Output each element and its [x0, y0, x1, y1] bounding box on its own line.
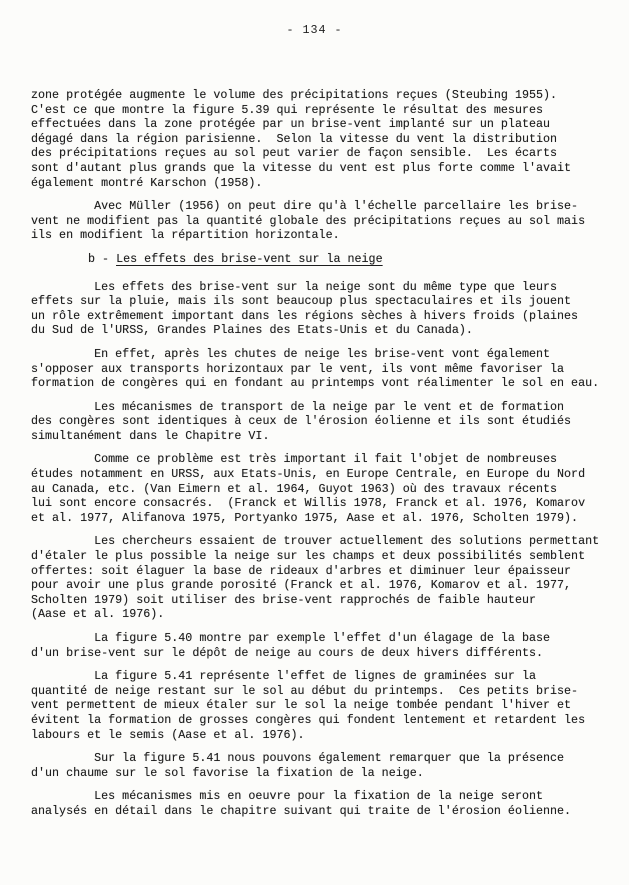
text-line: quantité de neige restant sur le sol au début du printemps. Ces petits brise- [31, 683, 579, 698]
text-line: lui sont encore consacrés. (Franck et Willis 1978, Franck et al. 1976, Komarov [31, 496, 586, 511]
text-line: En effet, après les chutes de neige les brise-vent vont également [31, 346, 551, 361]
paragraph-figure-5-41 [31, 669, 609, 742]
text-line: analysés en détail dans le chapitre suivant qui traite de l'érosion éolienne. [31, 803, 572, 818]
text-line: simultanément dans le Chapitre VI. [31, 428, 270, 443]
text-line: labours et le semis (Aase et al. 1976). [31, 727, 305, 742]
text-line: des précipitations reçues au sol peut varier de façon sensible. Les écarts [31, 146, 558, 161]
text-line: études notamment en URSS, aux Etats-Unis, en Europe Centrale, en Europe du Nord [31, 467, 586, 482]
text-line: offertes: soit élaguer la base de rideaux d'arbres et diminuer leur épaisseur [31, 563, 572, 578]
section-heading-title: Les effets des brise-vent sur la neige [116, 251, 383, 266]
text-line: Sur la figure 5.41 nous pouvons également remarquer que la présence [31, 751, 565, 766]
section-heading-prefix: b - [88, 251, 117, 266]
text-line: Avec Müller (1956) on peut dire qu'à l'échelle parcellaire les brise- [31, 199, 579, 214]
page-body [0, 37, 629, 819]
paragraph-effets-neige [31, 280, 609, 338]
text-line: La figure 5.41 représente l'effet de lignes de graminées sur la [31, 669, 536, 684]
paragraph-intro-zone-protegee [31, 88, 609, 190]
text-line: Comme ce problème est très important il fait l'objet de nombreuses [31, 452, 558, 467]
paragraph-mecanismes-transport [31, 400, 609, 444]
text-line: vent permettent de mieux étaler sur le sol la neige tombée pendant l'hiver et [31, 698, 572, 713]
text-line: du Sud de l'URSS, Grandes Plaines des Etats-Unis et du Canada). [31, 323, 473, 338]
text-line: également montré Karschon (1958). [31, 175, 263, 190]
text-line: s'opposer aux transports horizontaux par le vent, ils vont même favoriser la [31, 361, 565, 376]
paragraph-muller [31, 199, 609, 243]
text-line: (Aase et al. 1976). [31, 607, 165, 622]
paragraph-chercheurs [31, 534, 609, 622]
paragraph-comme-ce-probleme [31, 452, 609, 525]
text-line: des congères sont identiques à ceux de l'érosion éolienne et ils sont étudiés [31, 414, 572, 429]
text-line: Scholten 1979) soit utiliser des brise-vent rapprochés de faible hauteur [31, 592, 536, 607]
section-heading-b [31, 252, 609, 267]
text-line: Les mécanismes de transport de la neige par le vent et de formation [31, 399, 565, 414]
text-line: d'étaler le plus possible la neige sur les champs et deux possibilités semblent [31, 549, 586, 564]
text-line: C'est ce que montre la figure 5.39 qui représente le résultat des mesures [31, 102, 543, 117]
text-line: ils en modifient la répartition horizontale. [31, 228, 340, 243]
text-line: sont d'autant plus grands que la vitesse du vent est plus forte comme l'avait [31, 160, 572, 175]
text-line: Les effets des brise-vent sur la neige sont du même type que leurs [31, 279, 558, 294]
text-line: Les mécanismes mis en oeuvre pour la fixation de la neige seront [31, 789, 543, 804]
text-line: zone protégée augmente le volume des précipitations reçues (Steubing 1955). [31, 88, 558, 102]
text-line: effectuées dans la zone protégée par un brise-vent implanté sur un plateau [31, 117, 551, 132]
text-line: un rôle extrêmement important dans les régions sèches à hivers froids (plaines [31, 308, 579, 323]
text-line: d'un brise-vent sur le dépôt de neige au cours de deux hivers différents. [31, 645, 543, 660]
text-line: vent ne modifient pas la quantité globale des précipitations reçues au sol mais [31, 213, 586, 228]
paragraph-en-effet [31, 347, 609, 391]
paragraph-figure-5-40 [31, 631, 609, 660]
paragraph-sur-figure-5-41 [31, 751, 609, 780]
text-line: formation de congères qui en fondant au printemps vont réalimenter le sol en eau. [31, 376, 600, 391]
page-number: - 134 - [286, 23, 343, 37]
text-line: au Canada, etc. (Van Eimern et al. 1964, Guyot 1963) où des travaux récents [31, 481, 558, 496]
text-line: effets sur la pluie, mais ils sont beaucoup plus spectaculaires et ils jouent [31, 294, 572, 309]
text-line: dégagé dans la région parisienne. Selon la vitesse du vent la distribution [31, 131, 558, 146]
text-line: et al. 1977, Alifanova 1975, Portyanko 1975, Aase et al. 1976, Scholten 1979). [31, 510, 579, 525]
text-line: La figure 5.40 montre par exemple l'effet d'un élagage de la base [31, 631, 551, 645]
paragraph-mecanismes-fixation [31, 789, 609, 818]
text-line: Les chercheurs essaient de trouver actuellement des solutions permettant [31, 534, 600, 549]
text-line: pour avoir une plus grande porosité (Franck et al. 1976, Komarov et al. 1977, [31, 578, 572, 593]
text-line: évitent la formation de grosses congères qui fondent lentement et retardent les [31, 712, 586, 727]
text-line: d'un chaume sur le sol favorise la fixation de la neige. [31, 765, 424, 780]
